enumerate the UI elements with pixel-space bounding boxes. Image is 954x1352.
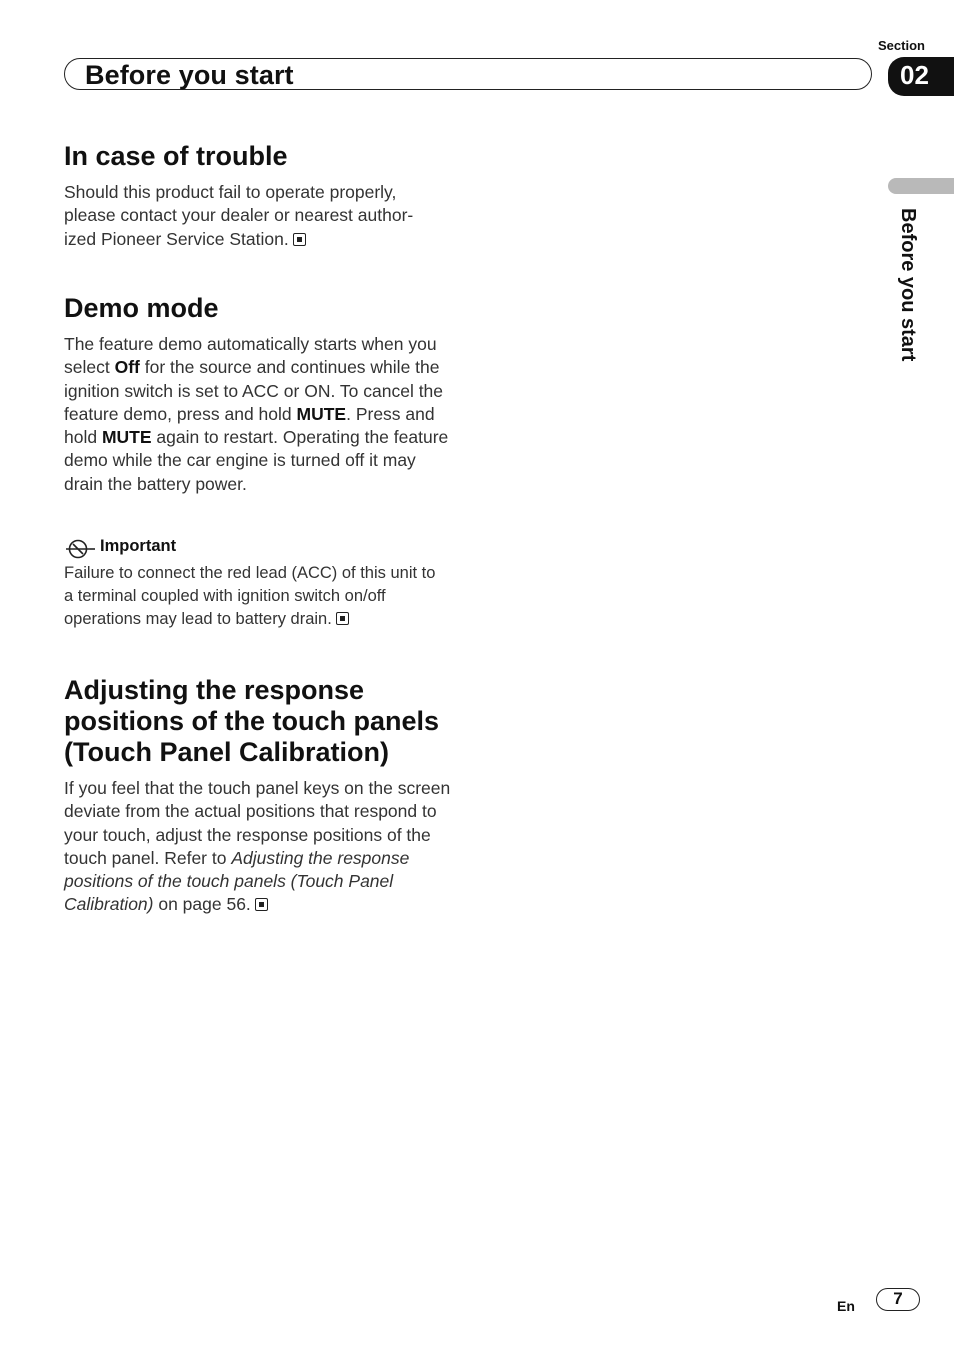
section-label: Section [878,38,925,53]
side-section-label: Before you start [897,208,919,362]
demo-mute-keyword-2: MUTE [101,427,152,448]
demo-text-1b: for the source and continues while the ignition switch is set to ACC or ON. [64,357,440,401]
calibration-text: If you feel that the touch panel keys on the screen deviate from the actual positions that respond to your touch, adjust the response positions of the touch panel. Refer to [64,778,451,868]
language-label: En [837,1298,855,1314]
trouble-paragraph [64,181,456,251]
important-icon [64,539,96,559]
demo-off-keyword: Off [114,357,140,378]
calibration-page-suffix: on page 56. [153,894,251,915]
important-paragraph [64,562,444,631]
calibration-heading-line-2: positions of the touch panels [64,706,440,736]
trouble-line-2: please contact your dealer or nearest author- [64,205,414,226]
calibration-heading-line-3: (Touch Panel Calibration) [64,737,390,767]
end-of-section-icon [255,898,268,911]
calibration-paragraph [64,777,456,917]
heading-in-case-of-trouble: In case of trouble [64,141,288,171]
trouble-line-1: Should this product fail to operate properly, [64,182,397,202]
important-text: Failure to connect the red lead (ACC) of this unit to a terminal coupled with ignition switch on/off operations may lead to battery drain. [64,564,436,628]
end-of-section-icon [336,612,349,625]
calibration-heading-line-1: Adjusting the response [64,675,365,705]
page-number: 7 [876,1288,920,1311]
important-label: Important [100,537,177,555]
side-tab-marker [888,178,954,194]
end-of-section-icon [293,233,306,246]
header-title: Before you start [85,60,294,90]
trouble-line-3: ized Pioneer Service Station. [64,228,289,249]
demo-text-1a: The feature demo automatically starts when you select [64,334,437,378]
section-number-badge [888,57,954,96]
header-bar [64,58,872,90]
heading-demo-mode: Demo mode [64,293,219,323]
calibration-page-reference[interactable]: Adjusting the response positions of the touch panels (Touch Panel Calibration) [64,847,410,915]
demo-text-2c: again to restart. [151,427,278,448]
demo-paragraph [64,333,449,496]
demo-text-2a: To cancel the feature demo, press and hold [64,380,444,424]
demo-text-2b: . Press and hold [64,403,435,448]
demo-text-3: Operating the feature demo while the car engine is turned off it may drain the battery power. [64,427,449,494]
heading-touch-panel-calibration [64,675,484,768]
demo-mute-keyword-1: MUTE [296,403,347,424]
section-number: 02 [900,60,929,90]
